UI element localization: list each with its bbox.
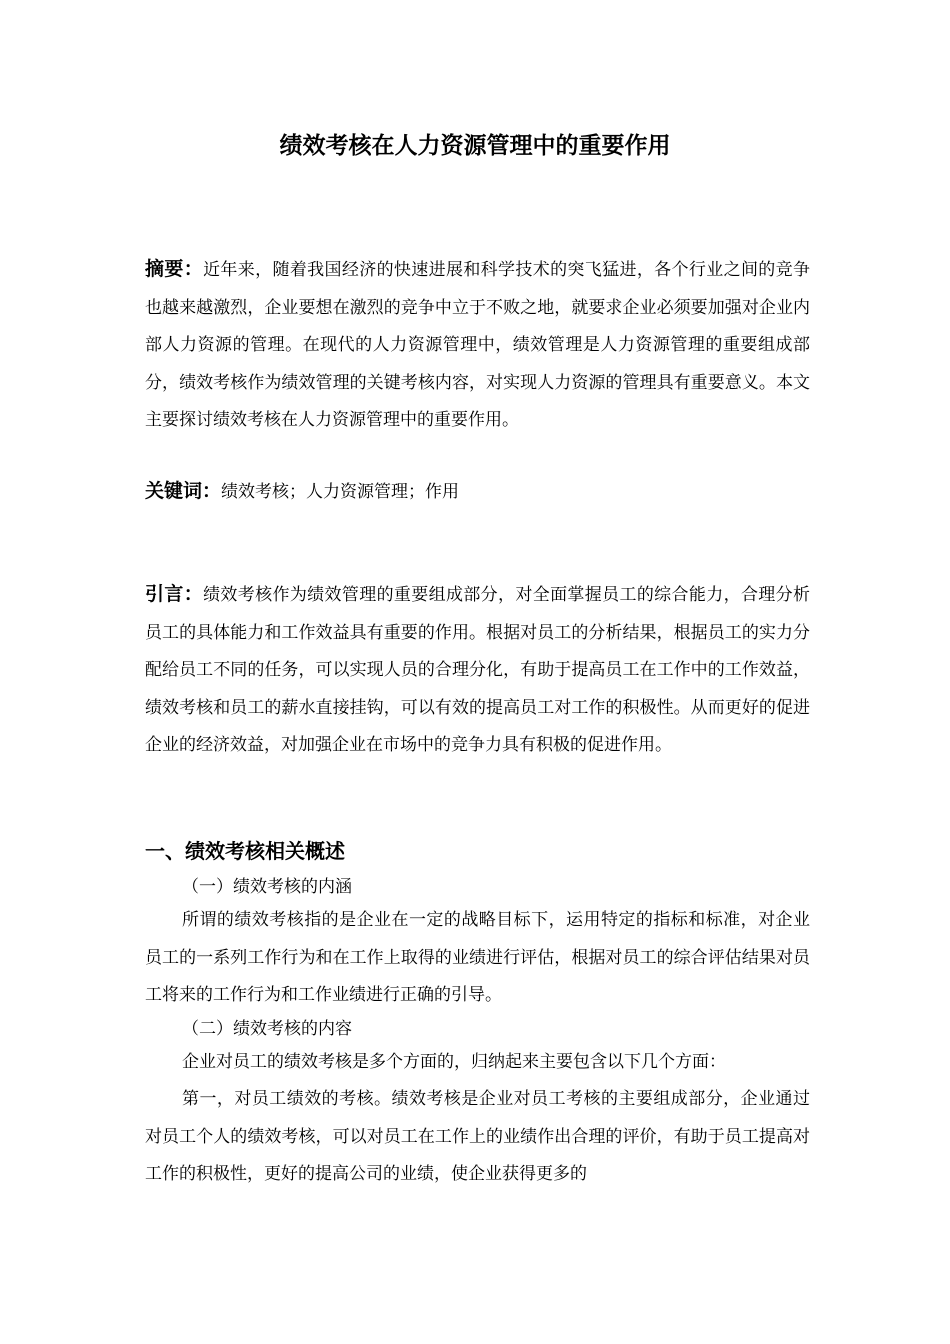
introduction-label: 引言：	[145, 583, 204, 605]
abstract-label: 摘要：	[145, 258, 204, 280]
content-intro-paragraph: 企业对员工的绩效考核是多个方面的，归纳起来主要包含以下几个方面：	[182, 1052, 726, 1072]
subsection-title-content: （二）绩效考核的内容	[182, 1019, 352, 1039]
content-first-paragraph: 第一，对员工绩效的考核。绩效考核是企业对员工考核的主要组成部分，企业通过对员工个人的绩效考核，可以对员工在工作上的业绩作出合理的评价，有助于员工提高对工作的积极性，更好的提高公司的业绩，使企业获得更多的	[145, 1089, 810, 1184]
abstract-text: 近年来，随着我国经济的快速进展和科学技术的突飞猛进，各个行业之间的竞争也越来越激烈，企业要想在激烈的竞争中立于不败之地，就要求企业必须要加强对企业内部人力资源的管理。在现代的人力资源管理中，绩效管理是人力资源管理的重要组成部分，绩效考核作为绩效管理的关键考核内容，对实现人力资源的管理具有重要意义。本文主要探讨绩效考核在人力资源管理中的重要作用。	[145, 260, 810, 430]
section-heading: 一、绩效考核相关概述	[145, 839, 345, 863]
introduction-text: 绩效考核作为绩效管理的重要组成部分，对全面掌握员工的综合能力，合理分析员工的具体能力和工作效益具有重要的作用。根据对员工的分析结果，根据员工的实力分配给员工不同的任务，可以实现人员的合理分化，有助于提高员工在工作中的工作效益，绩效考核和员工的薪水直接挂钩，可以有效的提高员工对工作的积极性。从而更好的促进企业的经济效益，对加强企业在市场中的竞争力具有积极的促进作用。	[145, 585, 810, 755]
document-title: 绩效考核在人力资源管理中的重要作用	[279, 133, 671, 159]
introduction-paragraph	[145, 576, 810, 765]
connotation-paragraph: 所谓的绩效考核指的是企业在一定的战略目标下，运用特定的指标和标准，对企业员工的一系列工作行为和在工作上取得的业绩进行评估，根据对员工的综合评估结果对员工将来的工作行为和工作业绩进行正确的引导。	[145, 910, 810, 1005]
keywords-label: 关键词：	[145, 480, 222, 502]
keywords-text: 绩效考核；人力资源管理；作用	[221, 482, 460, 502]
abstract-paragraph	[145, 251, 810, 440]
keywords-line	[145, 473, 810, 512]
subsection-title-connotation: （一）绩效考核的内涵	[182, 877, 352, 897]
